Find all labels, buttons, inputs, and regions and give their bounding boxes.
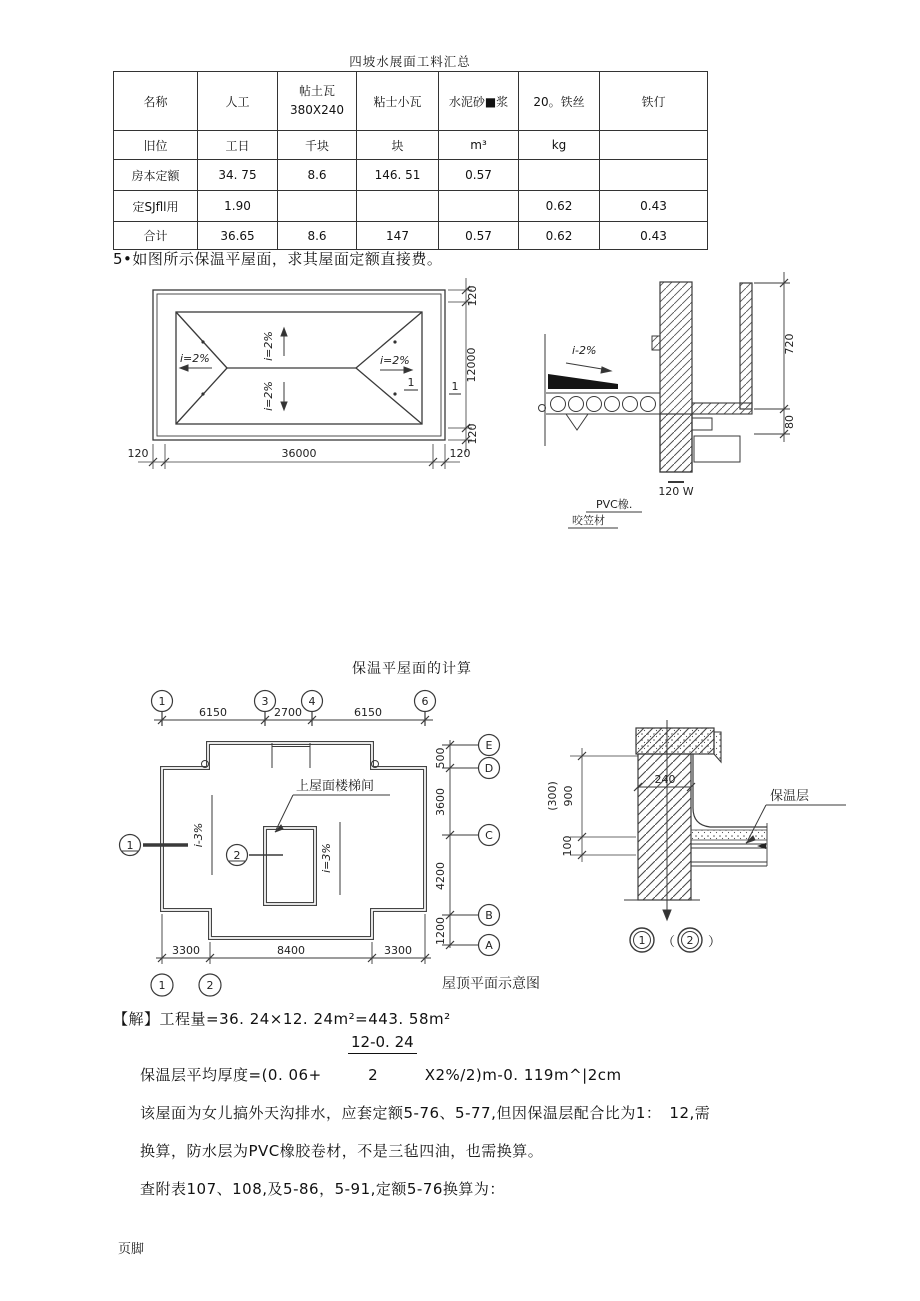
cell: 146. 51: [357, 160, 439, 191]
svg-text:2: 2: [686, 934, 694, 947]
slope-label: i-2%: [572, 344, 597, 357]
table-row: [114, 222, 708, 250]
cell: 块: [357, 131, 439, 160]
dim-label: 6150: [199, 706, 227, 719]
row-label: 定SJfll用: [114, 191, 198, 222]
arrow-up: [281, 328, 287, 356]
table-row: [114, 160, 708, 191]
cell: [357, 191, 439, 222]
cell: 0.57: [439, 160, 519, 191]
grid-label: C: [485, 829, 493, 842]
grid-label: A: [485, 939, 493, 952]
grid-label: 1: [158, 695, 166, 708]
grid-label: 4: [308, 695, 316, 708]
col-header: 粘士小瓦: [357, 72, 439, 131]
table-row: [114, 191, 708, 222]
dim-label: 120: [127, 447, 149, 460]
svg-text:）: ）: [708, 935, 722, 950]
cell: 0.62: [519, 191, 600, 222]
dim-label: 120: [449, 447, 471, 460]
section-mark-1: [120, 835, 189, 856]
slope-label-right: i=2%: [380, 354, 410, 367]
dim-label: 3600: [434, 788, 447, 816]
slope-arrow: [566, 363, 611, 373]
roof-layers: [691, 823, 767, 866]
grid-label: 2: [206, 979, 214, 992]
material-note-line1: PVC橡.: [596, 498, 633, 511]
col-header: 铁仃: [600, 72, 708, 131]
cell: kg: [519, 131, 600, 160]
solution-line2: 保温层平均厚度=(0. 06+ 2 X2%/2)m-0. 119m^|2cm: [140, 1066, 622, 1084]
dim-label: 4200: [434, 862, 447, 890]
grid-label: E: [485, 739, 493, 752]
dim-label: 12000: [465, 347, 478, 383]
dim-label: 6150: [354, 706, 382, 719]
dim-label: 120: [466, 285, 479, 307]
dim-label: 120: [466, 423, 479, 445]
dim-label: 1200: [434, 917, 447, 945]
grid-label: 6: [421, 695, 429, 708]
cell: 千块: [278, 131, 357, 160]
dim-label: 500: [434, 747, 447, 769]
solution-para2: 换算，防水层为PVC橡胶卷材，不是三毡四油，也需换算。: [140, 1142, 544, 1160]
cell: 0.43: [600, 222, 708, 250]
slope-label-1: i-3%: [192, 822, 205, 848]
svg-text:1: 1: [126, 839, 134, 852]
waterproofing-wedge: [548, 374, 618, 389]
grid-label: B: [485, 909, 493, 922]
svg-text:2: 2: [233, 849, 241, 862]
col-header: 20。铁丝: [519, 72, 600, 131]
parapet-wall: [652, 282, 752, 472]
fig2-parapet-detail: [538, 690, 858, 962]
dim-label: 80: [783, 415, 796, 429]
table-header-row: [114, 72, 708, 131]
page-footer: 页脚: [118, 1242, 145, 1257]
dim-label: 8400: [277, 944, 305, 957]
plan-caption: 屋顶平面示意图: [442, 976, 540, 992]
dim-label: 100: [561, 835, 574, 857]
cell: m³: [439, 131, 519, 160]
dim-label: 900: [562, 785, 575, 807]
slope-label-bottom: i=2%: [262, 381, 275, 411]
dim-label: 36000: [281, 447, 317, 460]
hollow-core-slab: [546, 393, 660, 430]
dim-label: 3300: [384, 944, 412, 957]
slope-label-top: i=2%: [262, 331, 275, 361]
col-header: 人工: [198, 72, 278, 131]
col-header-line2: 380X240: [289, 103, 345, 117]
insulation-label: 保温层: [770, 789, 810, 804]
dim-label: 3300: [172, 944, 200, 957]
slope-label-2: i=3%: [320, 843, 333, 873]
problem-statement: 5•如图所示保温平屋面，求其屋面定额直接费。: [113, 250, 443, 268]
materials-table: [113, 71, 708, 250]
detail-caption: 120 W: [658, 485, 694, 498]
svg-text:（: （: [662, 935, 676, 950]
flashing: [693, 754, 767, 827]
cell: 34. 75: [198, 160, 278, 191]
solution-line1: 【解】工程量=36. 24×12. 24m²=443. 58m²: [113, 1010, 451, 1028]
cell: 工日: [198, 131, 278, 160]
fig2-roof-plan: [106, 680, 551, 1010]
grid-label: 3: [261, 695, 269, 708]
gutter-edge: [539, 334, 546, 446]
cell: [600, 131, 708, 160]
col-header: [278, 72, 357, 131]
dim-label: 720: [783, 333, 796, 355]
col-header: 水泥砂■浆: [439, 72, 519, 131]
fig1-eave-detail: [538, 256, 813, 536]
cell: 0.57: [439, 222, 519, 250]
fig1-roof-plan: [118, 272, 493, 477]
solution-fraction: 12-0. 24: [348, 1033, 417, 1054]
cell: [439, 191, 519, 222]
row-label: 房本定额: [114, 160, 198, 191]
stair-room: [265, 828, 315, 904]
col-header: 名称: [114, 72, 198, 131]
solution-para3: 查附表107、108,及5-86，5-91,定额5-76换算为：: [140, 1180, 505, 1198]
col-header-line1: 帖土瓦: [298, 83, 335, 98]
dim-label: 240: [654, 773, 676, 786]
cell: 0.43: [600, 191, 708, 222]
fig2-title: 保温平屋面的计算: [352, 661, 472, 677]
cell: [600, 160, 708, 191]
row-label: 旧位: [114, 131, 198, 160]
slope-label-left: i=2%: [180, 352, 210, 365]
solution-para1: 该屋面为女儿搞外天沟排水，应套定额5-76、5-77,但因保温层配合比为1： 12,需: [140, 1104, 711, 1122]
arrow-down: [281, 382, 287, 410]
left-dimension: [570, 748, 638, 862]
material-note-line2: 咬笠材: [572, 514, 605, 527]
cell: [519, 160, 600, 191]
cell: 1.90: [198, 191, 278, 222]
section-mark-inner: 1: [407, 376, 415, 389]
grid-label: 1: [158, 979, 166, 992]
dim-label: 2700: [274, 706, 302, 719]
cell: 8.6: [278, 160, 357, 191]
stair-room-label: 上屋面楼梯间: [296, 779, 375, 794]
section-mark-2: [227, 845, 284, 866]
cell: 36.65: [198, 222, 278, 250]
arrow-left: [180, 365, 212, 371]
section-mark-outer: 1: [451, 380, 459, 393]
cell: [278, 191, 357, 222]
table-title: 四坡水展面工料汇总: [349, 54, 471, 69]
cell: 8.6: [278, 222, 357, 250]
cell: 0.62: [519, 222, 600, 250]
dim-label: (300): [546, 781, 559, 811]
row-label: 合计: [114, 222, 198, 250]
cell: 147: [357, 222, 439, 250]
grid-label: D: [484, 762, 494, 775]
svg-text:1: 1: [638, 934, 646, 947]
arrow-right: [380, 367, 412, 373]
table-row: [114, 131, 708, 160]
detail-marks: [630, 928, 721, 952]
